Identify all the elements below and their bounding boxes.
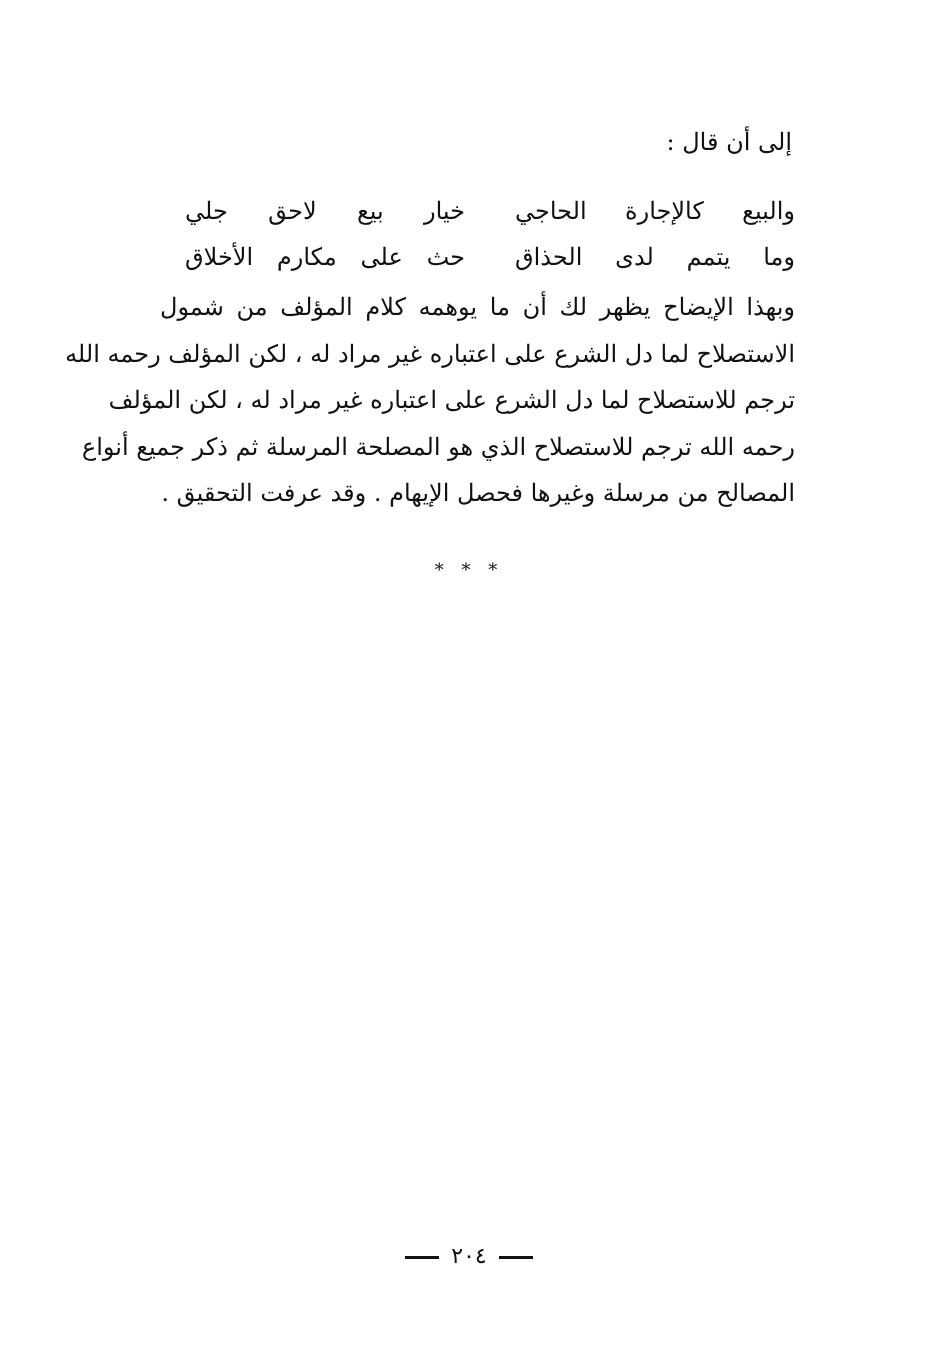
verse-first-hemistich: وما يتمم لدى الحذاق	[515, 243, 795, 271]
verse-second-hemistich: خيار بيع لاحق جلي	[185, 197, 465, 225]
verse-first-hemistich: والبيع كالإجارة الحاجي	[515, 197, 795, 225]
section-separator: * * *	[434, 560, 504, 581]
verse-line	[185, 234, 795, 280]
body-paragraph	[65, 284, 795, 517]
verse-block	[185, 188, 795, 280]
intro-line: إلى أن قال :	[666, 128, 792, 156]
paragraph-line: ترجم للاستصلاح لما دل الشرع على اعتباره غير مراد له ، لكن المؤلف	[108, 386, 795, 414]
verse-line	[185, 188, 795, 234]
footer-dash	[499, 1256, 533, 1259]
paragraph-line: رحمه الله ترجم للاستصلاح الذي هو المصلحة المرسلة ثم ذكر جميع أنواع	[81, 432, 795, 461]
paragraph-line: وبهذا الإيضاح يظهر لك أن ما يوهمه كلام المؤلف من شمول	[160, 293, 795, 321]
verse-second-hemistich: حث على مكارم الأخلاق	[185, 243, 465, 271]
page-number: ٢٠٤	[451, 1244, 487, 1269]
page-number-footer	[0, 1244, 938, 1269]
paragraph-line: المصالح من مرسلة وغيرها فحصل الإيهام . وقد عرفت التحقيق .	[161, 479, 795, 507]
footer-dash	[405, 1256, 439, 1259]
paragraph-line: الاستصلاح لما دل الشرع على اعتباره غير مراد له ، لكن المؤلف رحمه الله	[65, 339, 795, 368]
